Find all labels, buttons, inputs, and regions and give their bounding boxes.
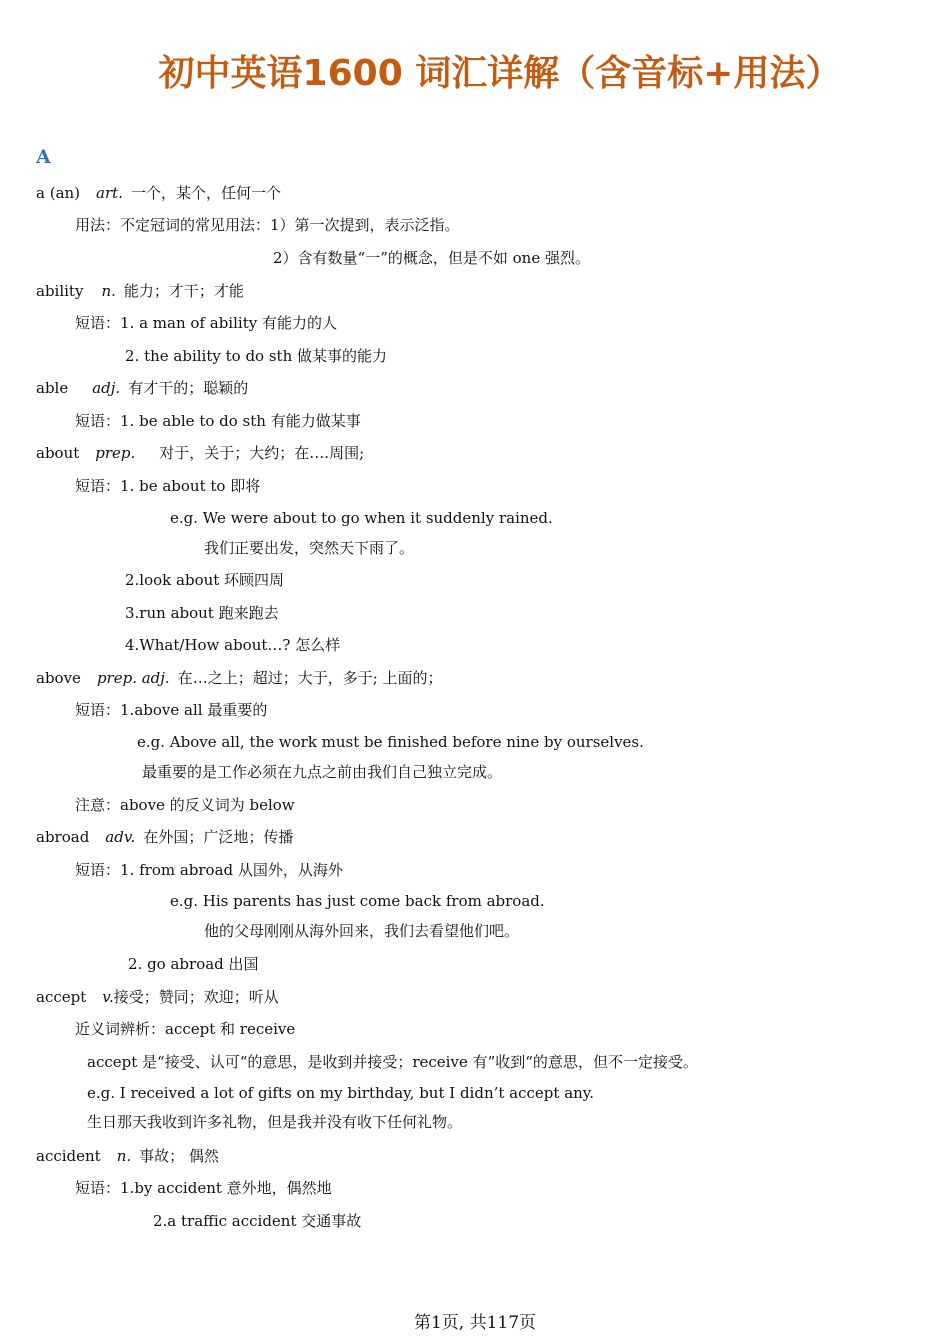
entry-abroad: [36, 828, 293, 846]
meaning: 对于，关于；大约；在….周围;: [159, 444, 365, 462]
headword: about: [36, 444, 80, 462]
entry-accident: [36, 1147, 219, 1165]
phrase-line-4: 4.What/How about…? 怎么样: [125, 636, 341, 654]
headword: abroad: [36, 828, 90, 846]
part-of-speech: prep.: [95, 444, 136, 462]
phrase-label: 短语：: [75, 314, 121, 332]
phrase-label: 短语：: [75, 701, 121, 719]
meaning: 能力；才干；才能: [123, 282, 244, 300]
phrase-line: [75, 1179, 332, 1197]
phrase-label: 短语：: [75, 477, 121, 495]
example-translation: 最重要的是工作必须在九点之前由我们自己独立完成。: [142, 763, 503, 781]
note-line: 注意：above 的反义词为 below: [75, 796, 295, 814]
part-of-speech: adv.: [105, 828, 136, 846]
phrase-line: [75, 861, 343, 879]
entry-able: [36, 379, 248, 397]
phrase-text: 1. from abroad 从国外，从海外: [120, 861, 343, 879]
page-title: 初中英语1600 词汇详解（含音标+用法）: [158, 53, 842, 94]
meaning: 事故； 偶然: [139, 1147, 219, 1165]
meaning: 有才干的；聪颖的: [128, 379, 249, 397]
example-sentence: e.g. We were about to go when it suddenly rained.: [170, 509, 553, 527]
phrase-line-2: 2. go abroad 出国: [128, 955, 259, 973]
meaning: 在…之上；超过；大于，多于; 上面的；: [177, 669, 443, 687]
phrase-line-2: 2.look about 环顾四周: [125, 571, 285, 589]
phrase-text: 1. be about to 即将: [120, 477, 261, 495]
headword: ability: [36, 282, 84, 300]
example-sentence: e.g. I received a lot of gifts on my birthday, but I didn’t accept any.: [87, 1084, 595, 1102]
phrase-label: 短语：: [75, 861, 121, 879]
phrase-line: [75, 701, 267, 719]
entry-above: [36, 669, 443, 687]
synonym-explanation: accept 是“接受、认可“的意思，是收到并接受；receive 有”收到“的意思，但不一定接受。: [87, 1053, 698, 1071]
phrase-label: 短语：: [75, 412, 121, 430]
entry-about: [36, 444, 364, 462]
usage-text: 不定冠词的常见用法：1）第一次提到，表示泛指。: [120, 216, 460, 234]
part-of-speech: prep. adj.: [96, 669, 170, 687]
phrase-text: 1. a man of ability 有能力的人: [120, 314, 337, 332]
phrase-line: [75, 412, 361, 430]
phrase-line-2: 2.a traffic accident 交通事故: [153, 1212, 362, 1230]
part-of-speech: n.: [101, 282, 116, 300]
phrase-text: 1. be able to do sth 有能力做某事: [120, 412, 361, 430]
entry-ability: [36, 282, 244, 300]
example-sentence: e.g. His parents has just come back from abroad.: [170, 892, 545, 910]
usage-line-2: 2）含有数量“一”的概念，但是不如 one 强烈。: [273, 249, 590, 267]
phrase-text: 1.above all 最重要的: [120, 701, 268, 719]
part-of-speech: adj.: [92, 379, 121, 397]
phrase-line: [75, 477, 260, 495]
headword: a (an): [36, 184, 81, 202]
meaning: 一个，某个，任何一个: [130, 184, 281, 202]
phrase-line-2: 2. the ability to do sth 做某事的能力: [125, 347, 388, 365]
usage-line: [75, 216, 460, 234]
usage-label: 用法：: [75, 216, 121, 234]
entry-accept: [36, 988, 279, 1006]
part-of-speech: art.: [96, 184, 123, 202]
headword: accident: [36, 1147, 101, 1165]
example-translation: 我们正要出发，突然天下雨了。: [204, 539, 415, 557]
headword: able: [36, 379, 69, 397]
synonym-label: 近义词辨析：accept 和 receive: [75, 1020, 296, 1038]
example-translation: 他的父母刚刚从海外回来，我们去看望他们吧。: [204, 922, 520, 940]
entry-a-an: [36, 184, 281, 202]
example-translation: 生日那天我收到许多礼物，但是我并没有收下任何礼物。: [87, 1113, 463, 1131]
part-of-speech: v.: [102, 988, 114, 1006]
phrase-line: [75, 314, 337, 332]
headword: above: [36, 669, 81, 687]
section-letter: A: [36, 146, 51, 168]
part-of-speech: n.: [116, 1147, 132, 1165]
meaning: 在外国；广泛地；传播: [143, 828, 294, 846]
phrase-line-3: 3.run about 跑来跑去: [125, 604, 279, 622]
example-sentence: e.g. Above all, the work must be finished before nine by ourselves.: [137, 733, 644, 751]
page-footer: 第1页, 共117页: [413, 1313, 537, 1333]
phrase-text: 1.by accident 意外地，偶然地: [120, 1179, 332, 1197]
meaning: 接受；赞同；欢迎；听从: [113, 988, 279, 1006]
phrase-label: 短语：: [75, 1179, 121, 1197]
headword: accept: [36, 988, 87, 1006]
